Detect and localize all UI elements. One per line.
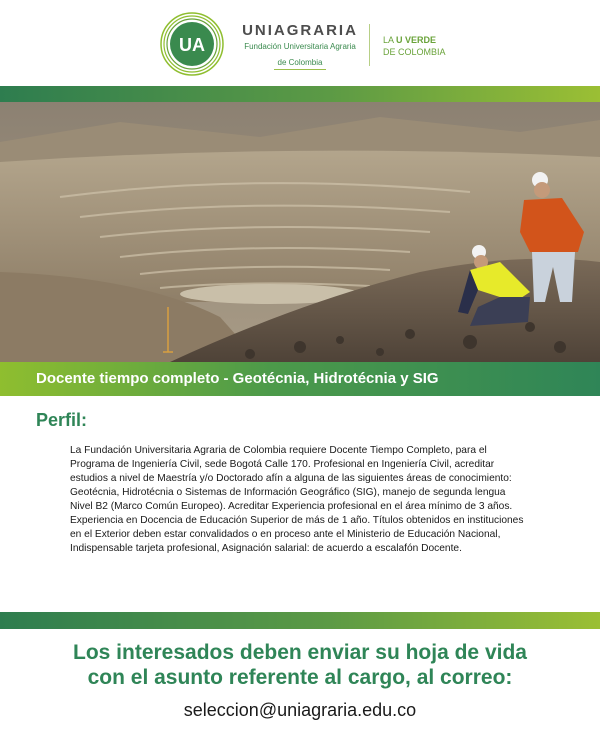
bottom-green-bar: [0, 612, 600, 629]
brand-subtitle-line2: de Colombia: [274, 58, 327, 70]
job-title: Docente tiempo completo - Geotécnia, Hidrotécnia y SIG: [36, 370, 439, 387]
tagline: [383, 34, 446, 58]
profile-line: Experiencia en Docencia de Educación Superior de más de 1 año. Títulos obtenidos en instituciones: [70, 515, 524, 526]
cta-line2: con el asunto referente al cargo, al correo:: [87, 666, 513, 689]
profile-heading: Perfil:: [36, 410, 88, 430]
brand-block: [242, 22, 358, 70]
tagline-prefix: LA: [383, 35, 394, 45]
profile-description: [70, 444, 570, 556]
call-to-action: [0, 640, 600, 690]
profile-line: estudios a nivel de Maestría y/o Doctorado afín a alguna de las siguientes áreas de conocimiento:: [70, 473, 512, 484]
profile-line: Indispensable tarjeta profesional, Asignación salarial: de acuerdo a escalafón Docente.: [70, 543, 462, 554]
mine-photo-illustration: [0, 102, 600, 362]
profile-line: Geotécnia, Hidrotécnia o Sistemas de Información Geográfico (SIG), manejo de segunda lengua: [70, 487, 506, 498]
tagline-line2: DE COLOMBIA: [383, 47, 446, 57]
brand-name: UNIAGRARIA: [242, 22, 358, 39]
logo-initials: UA: [179, 35, 205, 55]
profile-line: en el Exterior deben estar convalidados o en proceso ante el Ministerio de Educación Nacional,: [70, 529, 501, 540]
profile-line: La Fundación Universitaria Agraria de Colombia requiere Docente Tiempo Completo, para el: [70, 445, 487, 456]
brand-subtitle-line1: Fundación Universitaria Agraria: [244, 42, 356, 51]
uniagraria-logo-icon: [160, 12, 224, 76]
job-title-bar: [0, 362, 600, 396]
profile-line: Nivel B2 (Marco Común Europeo). Acreditar Experiencia profesional en el área mínimo de 3 años.: [70, 501, 513, 512]
top-green-bar: [0, 86, 600, 102]
contact-email[interactable]: seleccion@uniagraria.edu.co: [183, 700, 417, 720]
header: [0, 0, 600, 86]
profile-line: Programa de Ingeniería Civil, sede Bogotá Calle 170. Profesional en Ingeniería Civil, acreditar: [70, 459, 495, 470]
tagline-highlight: U VERDE: [396, 35, 437, 45]
header-divider: [369, 24, 370, 66]
cta-line1: Los interesados deben enviar su hoja de vida: [73, 641, 527, 664]
mine-photo: [0, 102, 600, 362]
